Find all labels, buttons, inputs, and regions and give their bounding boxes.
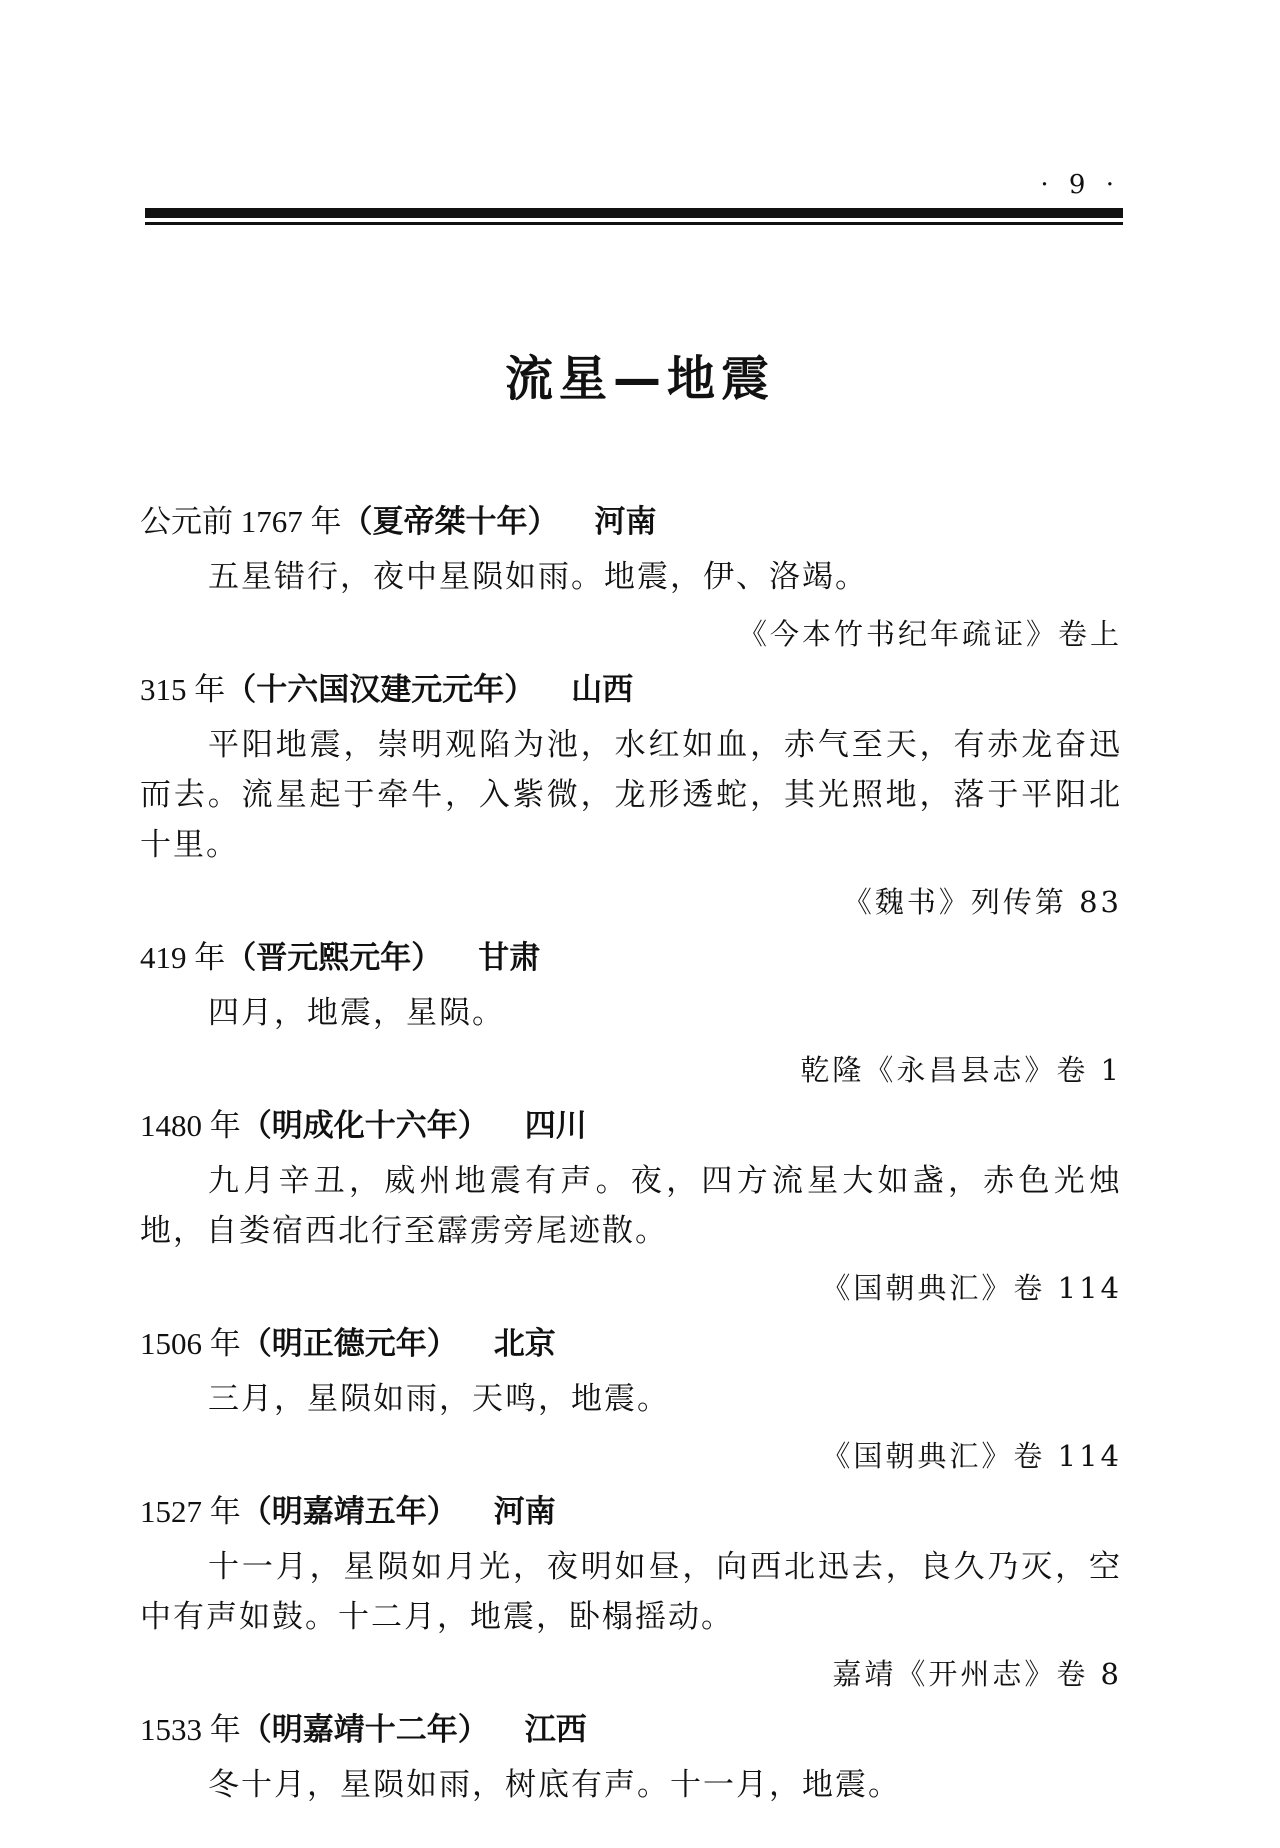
- entry-text: 三月，星陨如雨，天鸣，地震。: [208, 1381, 670, 1417]
- entry-era: （明嘉靖五年）: [240, 1494, 458, 1530]
- entry-era: （明正德元年）: [240, 1326, 458, 1362]
- entry-text: 四月，地震，星陨。: [208, 995, 505, 1031]
- entry-5: [140, 1322, 1122, 1478]
- entry-era: （明嘉靖十二年）: [240, 1712, 489, 1748]
- entry-era: （明成化十六年）: [240, 1108, 489, 1144]
- entry-text: 十一月，星陨如月光，夜明如昼，向西北迅去，良久乃灭，空中有声如鼓。十二月，地震，卧榻摇动。: [140, 1549, 1122, 1635]
- entry-year: 1506 年: [140, 1326, 241, 1361]
- entry-source: 《国朝典汇》卷 114: [821, 1271, 1122, 1305]
- entry-place: 江西: [524, 1712, 587, 1748]
- entry-place: 北京: [493, 1326, 556, 1362]
- entry-source: 《国朝典汇》卷 114: [821, 1439, 1122, 1473]
- entry-place: 河南: [594, 504, 657, 540]
- entry-place: 甘肃: [478, 940, 541, 976]
- entry-6: [140, 1490, 1122, 1696]
- entry-list: [140, 500, 1122, 1820]
- entry-year: 419 年: [140, 940, 226, 975]
- entry-text: 冬十月，星陨如雨，树底有声。十一月，地震。: [208, 1767, 901, 1803]
- entry-place: 山西: [571, 672, 634, 708]
- entry-source: 乾隆《永昌县志》卷 1: [800, 1053, 1122, 1087]
- entry-year: 1527 年: [140, 1494, 241, 1529]
- entry-place: 河南: [493, 1494, 556, 1530]
- entry-header: [140, 500, 1122, 544]
- page-number: · 9 ·: [1040, 170, 1120, 200]
- entry-4: [140, 1104, 1122, 1310]
- header-rule-thin: [145, 222, 1123, 225]
- entry-header: [140, 1490, 1122, 1534]
- entry-7: [140, 1708, 1122, 1810]
- entry-1: [140, 500, 1122, 656]
- entry-source: 嘉靖《开州志》卷 8: [832, 1657, 1122, 1691]
- entry-2: [140, 668, 1122, 924]
- entry-header: [140, 1104, 1122, 1148]
- entry-era: （晋元熙元年）: [225, 940, 443, 976]
- entry-era: （十六国汉建元元年）: [225, 672, 536, 708]
- entry-text: 九月辛丑，威州地震有声。夜，四方流星大如盏，赤色光烛地，自娄宿西北行至霹雳旁尾迹散。: [140, 1163, 1122, 1249]
- entry-year: 公元前 1767 年: [140, 504, 342, 539]
- entry-place: 四川: [524, 1108, 587, 1144]
- entry-year: 1533 年: [140, 1712, 241, 1747]
- entry-text: 五星错行，夜中星陨如雨。地震，伊、洛竭。: [208, 559, 868, 595]
- entry-year: 1480 年: [140, 1108, 241, 1143]
- header-rule-thick: [145, 208, 1123, 218]
- entry-3: [140, 936, 1122, 1092]
- entry-source: 《今本竹书纪年疏证》卷上: [737, 617, 1122, 651]
- entry-header: [140, 668, 1122, 712]
- entry-text: 平阳地震，崇明观陷为池，水红如血，赤气至天，有赤龙奋迅而去。流星起于牵牛，入紫微，龙形透蛇，其光照地，落于平阳北十里。: [140, 727, 1122, 863]
- entry-header: [140, 1322, 1122, 1366]
- page-title: 流星—地震: [504, 351, 775, 407]
- entry-header: [140, 1708, 1122, 1752]
- entry-era: （夏帝桀十年）: [341, 504, 559, 540]
- entry-year: 315 年: [140, 672, 226, 707]
- entry-source: 《魏书》列传第 83: [842, 885, 1122, 919]
- entry-header: [140, 936, 1122, 980]
